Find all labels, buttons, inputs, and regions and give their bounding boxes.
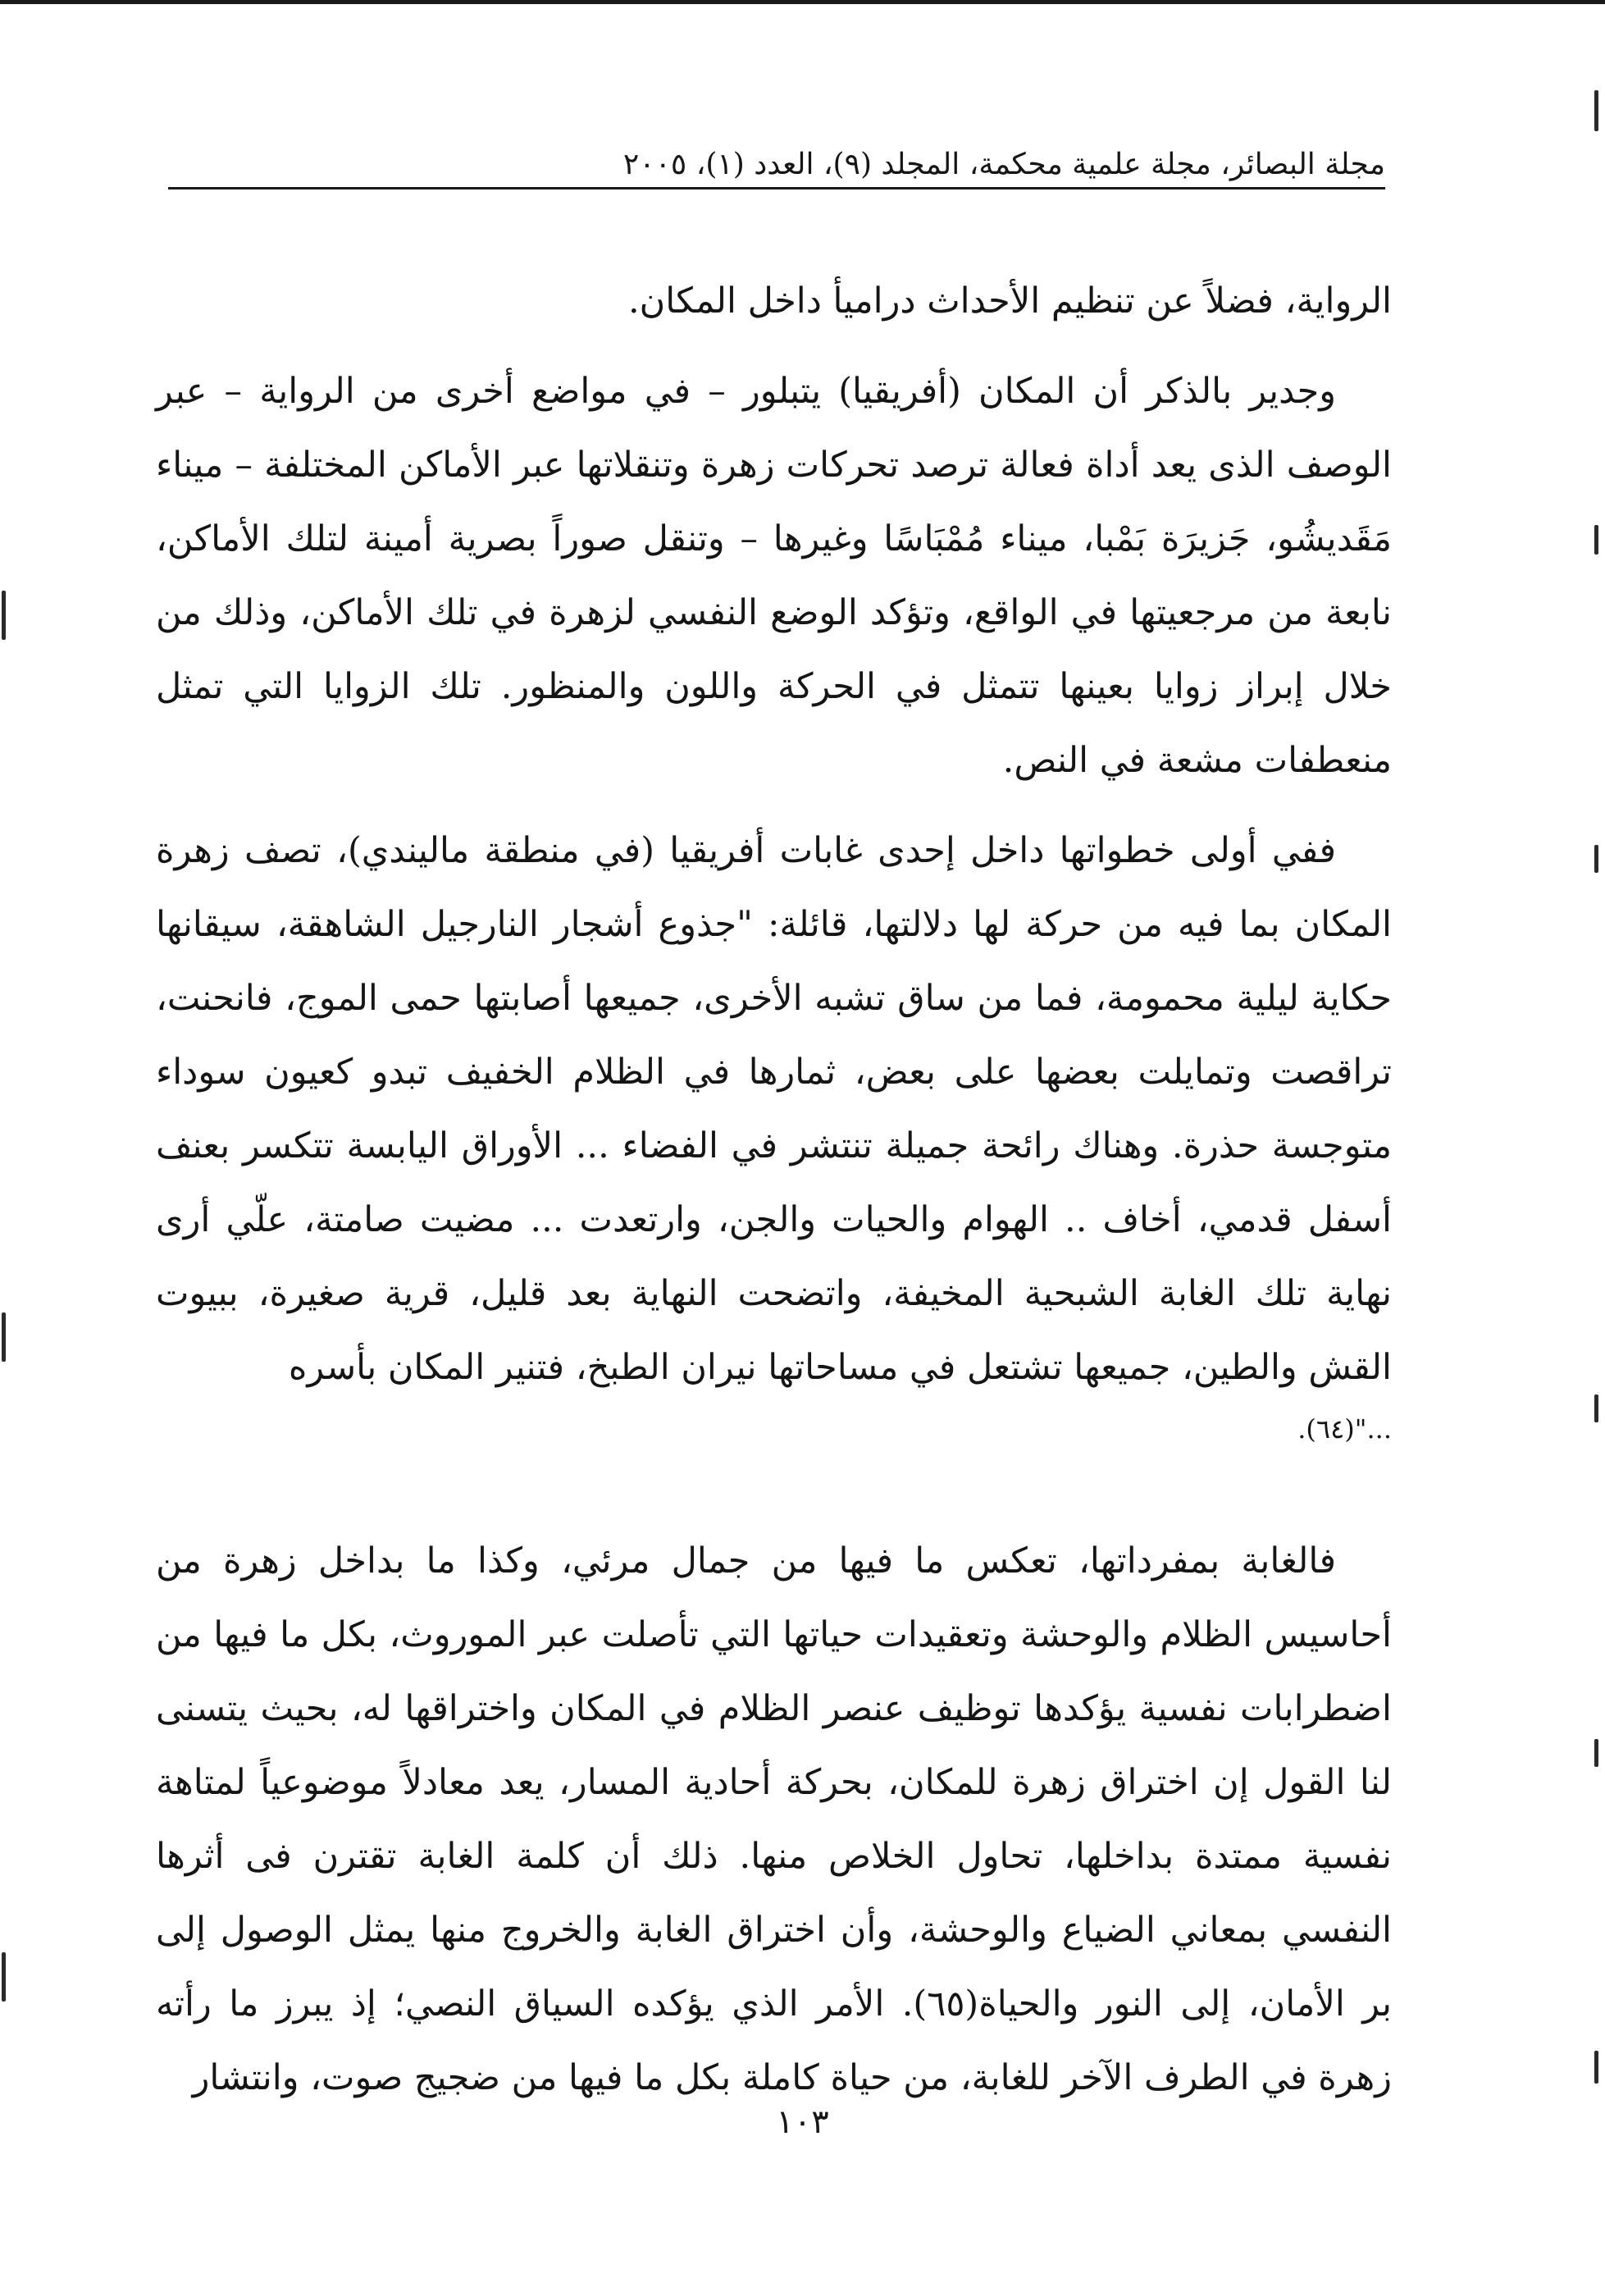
scan-speck bbox=[1594, 2051, 1598, 2084]
scan-speck bbox=[1594, 845, 1598, 873]
running-header: مجلة البصائر، مجلة علمية محكمة، المجلد (٩)، العدد (١)، ٢٠٠٥ bbox=[622, 148, 1385, 181]
scan-speck bbox=[1594, 1394, 1598, 1422]
header-rule bbox=[168, 187, 1385, 189]
scan-speck bbox=[1594, 1739, 1598, 1767]
paragraph: وجدير بالذكر أن المكان (أفريقيا) يتبلور – في مواضع أخرى من الرواية – عبر الوصف الذى يعد أداة فعالة ترصد تحركات زهرة وتنقلاتها عبر الأماكن المختلفة – ميناء مَقَديشُو، جَزيرَة بَمْبا، ميناء مُمْبَاسًا وغيرها – وتنقل صوراً بصرية أمينة لتلك الأماكن، نابعة من مرجعيتها في الواقع، وتؤكد الوضع النفسي لزهرة في تلك الأماكن، وذلك من خلال إبراز زوايا بعينها تتمثل في الحركة واللون والمنظور. تلك الزوايا التي تمثل منعطفات مشعة في النص. bbox=[156, 371, 1392, 781]
article-body bbox=[156, 264, 1392, 2115]
quote-footnote-marker: ..."(٦٤). bbox=[1297, 1413, 1392, 1445]
scan-speck bbox=[1594, 90, 1598, 131]
top-scan-rule bbox=[0, 0, 1605, 4]
scan-speck bbox=[1594, 525, 1598, 555]
paragraph: ففي أولى خطواتها داخل إحدى غابات أفريقيا (في منطقة ماليندي)، تصف زهرة المكان بما فيه من حركة لها دلالتها، قائلة: "جذوع أشجار النارجيل الشاهقة، سيقانها حكاية ليلية محمومة، فما من ساق تشبه الأخرى، جميعها أصابتها حمى الموج، فانحنت، تراقصت وتمايلت بعضها على بعض، ثمارها في الظلام الخفيف تبدو كعيون سوداء متوجسة حذرة. وهناك رائحة جميلة تنتشر في الفضاء ... الأوراق اليابسة تتكسر بعنف أسفل قدمي، أخاف .. الهوام والحيات والجن، وارتعدت ... مضيت صامتة، علّي أرى نهاية تلك الغابة الشبحية المخيفة، واتضحت النهاية بعد قليل، قرية صغيرة، ببيوت القش والطين، جميعها تشتعل في مساحاتها نيران الطبخ، فتنير المكان بأسره bbox=[156, 830, 1392, 1388]
paragraph: الرواية، فضلاً عن تنظيم الأحداث دراميأ داخل المكان. bbox=[627, 281, 1392, 322]
paragraph: فالغابة بمفرداتها، تعكس ما فيها من جمال مرئي، وكذا ما بداخل زهرة من أحاسيس الظلام والوحشة وتعقيدات حياتها التي تأصلت عبر الموروث، بكل ما فيها من اضطرابات نفسية يؤكدها توظيف عنصر الظلام في المكان واختراقها له، بحيث يتسنى لنا القول إن اختراق زهرة للمكان، بحركة أحادية المسار، يعد معادلاً موضوعياً لمتاهة نفسية ممتدة بداخلها، تحاول الخلاص منها. ذلك أن كلمة الغابة تقترن فى أثرها النفسي بمعاني الضياع والوحشة، وأن اختراق الغابة والخروج منها يمثل الوصول إلى بر الأمان، إلى النور والحياة(٦٥). الأمر الذي يؤكده السياق النصي؛ إذ يبرز ما رأته زهرة في الطرف الآخر للغابة، من حياة كاملة بكل ما فيها من ضجيج صوت، وانتشار bbox=[156, 1541, 1392, 2098]
scan-speck bbox=[2, 591, 6, 640]
page-number: ١٠٣ bbox=[776, 2103, 829, 2141]
scan-speck bbox=[2, 1952, 6, 2002]
scan-speck bbox=[2, 1312, 6, 1362]
